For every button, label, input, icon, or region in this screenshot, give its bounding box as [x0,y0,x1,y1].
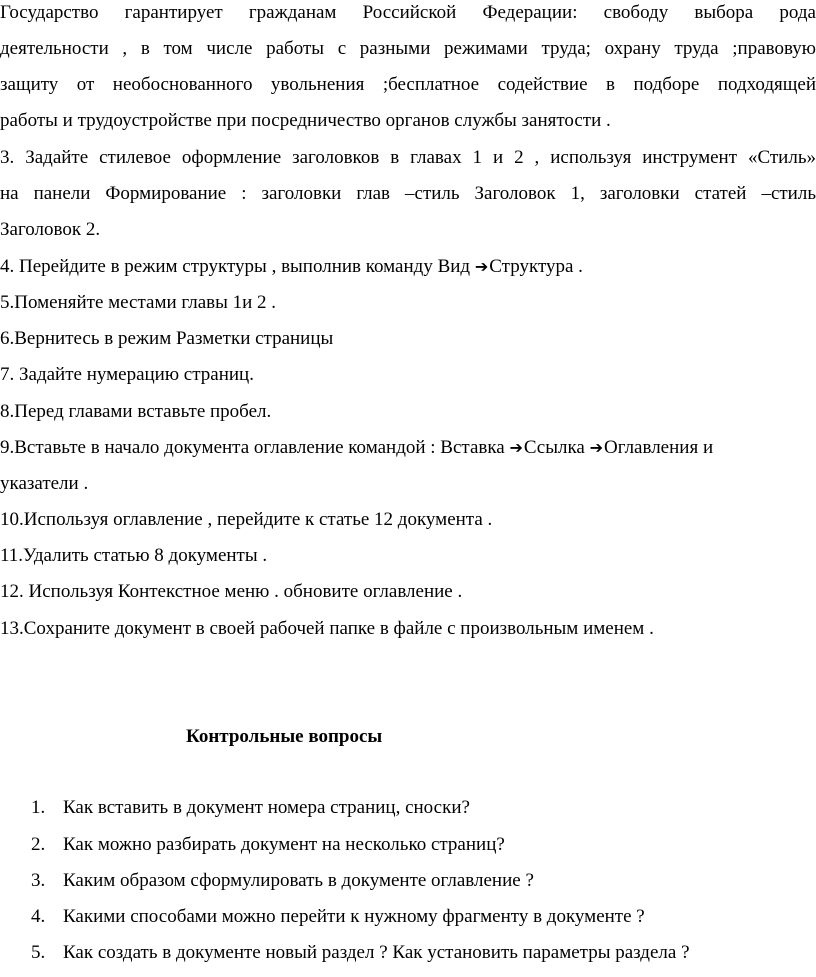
question-text: Как можно разбирать документ на несколько страниц? [63,834,505,855]
arrow-right-icon: ➔ [589,438,604,457]
step-4-text-before: 4. Перейдите в режим структуры , выполнив команду Вид [0,256,475,277]
intro-line-1: Государство гарантирует гражданам Российской Федерации: свободу выбора рода [0,2,816,23]
intro-line-3: защиту от необоснованного увольнения ;бесплатное содействие в подборе подходящей [0,74,816,95]
control-questions-heading: Контрольные вопросы [186,726,383,747]
step-4 [0,255,816,279]
step-9-line-2: указатели . [0,473,89,494]
question-text: Каким образом сформулировать в документе оглавление ? [63,870,534,891]
step-10: 10.Используя оглавление , перейдите к статье 12 документа . [0,509,493,530]
question-text: Как создать в документе новый раздел ? Как установить параметры раздела ? [63,942,690,963]
step-9-text-part-2: Ссылка [523,437,590,458]
step-9-line-1 [0,436,816,460]
step-3-line-2: на панели Формирование : заголовки глав –стиль Заголовок 1, заголовки статей –стиль [0,183,816,204]
step-3-line-1: 3. Задайте стилевое оформление заголовков в главах 1 и 2 , используя инструмент «Стиль» [0,147,816,168]
arrow-right-icon: ➔ [474,257,489,276]
step-3-line-3: Заголовок 2. [0,219,101,240]
step-13: 13.Сохраните документ в своей рабочей папке в файле с произвольным именем . [0,618,654,639]
step-5: 5.Поменяйте местами главы 1и 2 . [0,292,277,313]
step-11: 11.Удалить статью 8 документы . [0,545,268,566]
step-7: 7. Задайте нумерацию страниц. [0,364,254,385]
question-text: Какими способами можно перейти к нужному фрагменту в документе ? [63,906,645,927]
question-text: Как вставить в документ номера страниц, сноски? [63,797,470,818]
step-6: 6.Вернитесь в режим Разметки страницы [0,328,334,349]
arrow-right-icon: ➔ [509,438,523,457]
step-9-text-part-3: Оглавления и [604,437,714,458]
step-12: 12. Используя Контекстное меню . обновите оглавление . [0,581,463,602]
question-number: 3. [31,870,46,891]
question-number: 4. [31,906,46,927]
step-8: 8.Перед главами вставьте пробел. [0,401,272,422]
question-number: 1. [31,797,46,818]
intro-line-4: работы и трудоустройстве при посредничество органов службы занятости . [0,110,611,131]
question-number: 5. [31,942,46,963]
question-number: 2. [31,834,46,855]
step-4-text-after: Структура . [489,256,583,277]
intro-line-2: деятельности , в том числе работы с разными режимами труда; охрану труда ;правовую [0,38,816,59]
step-9-text-part-1: 9.Вставьте в начало документа оглавление командой : Вставка [0,437,510,458]
